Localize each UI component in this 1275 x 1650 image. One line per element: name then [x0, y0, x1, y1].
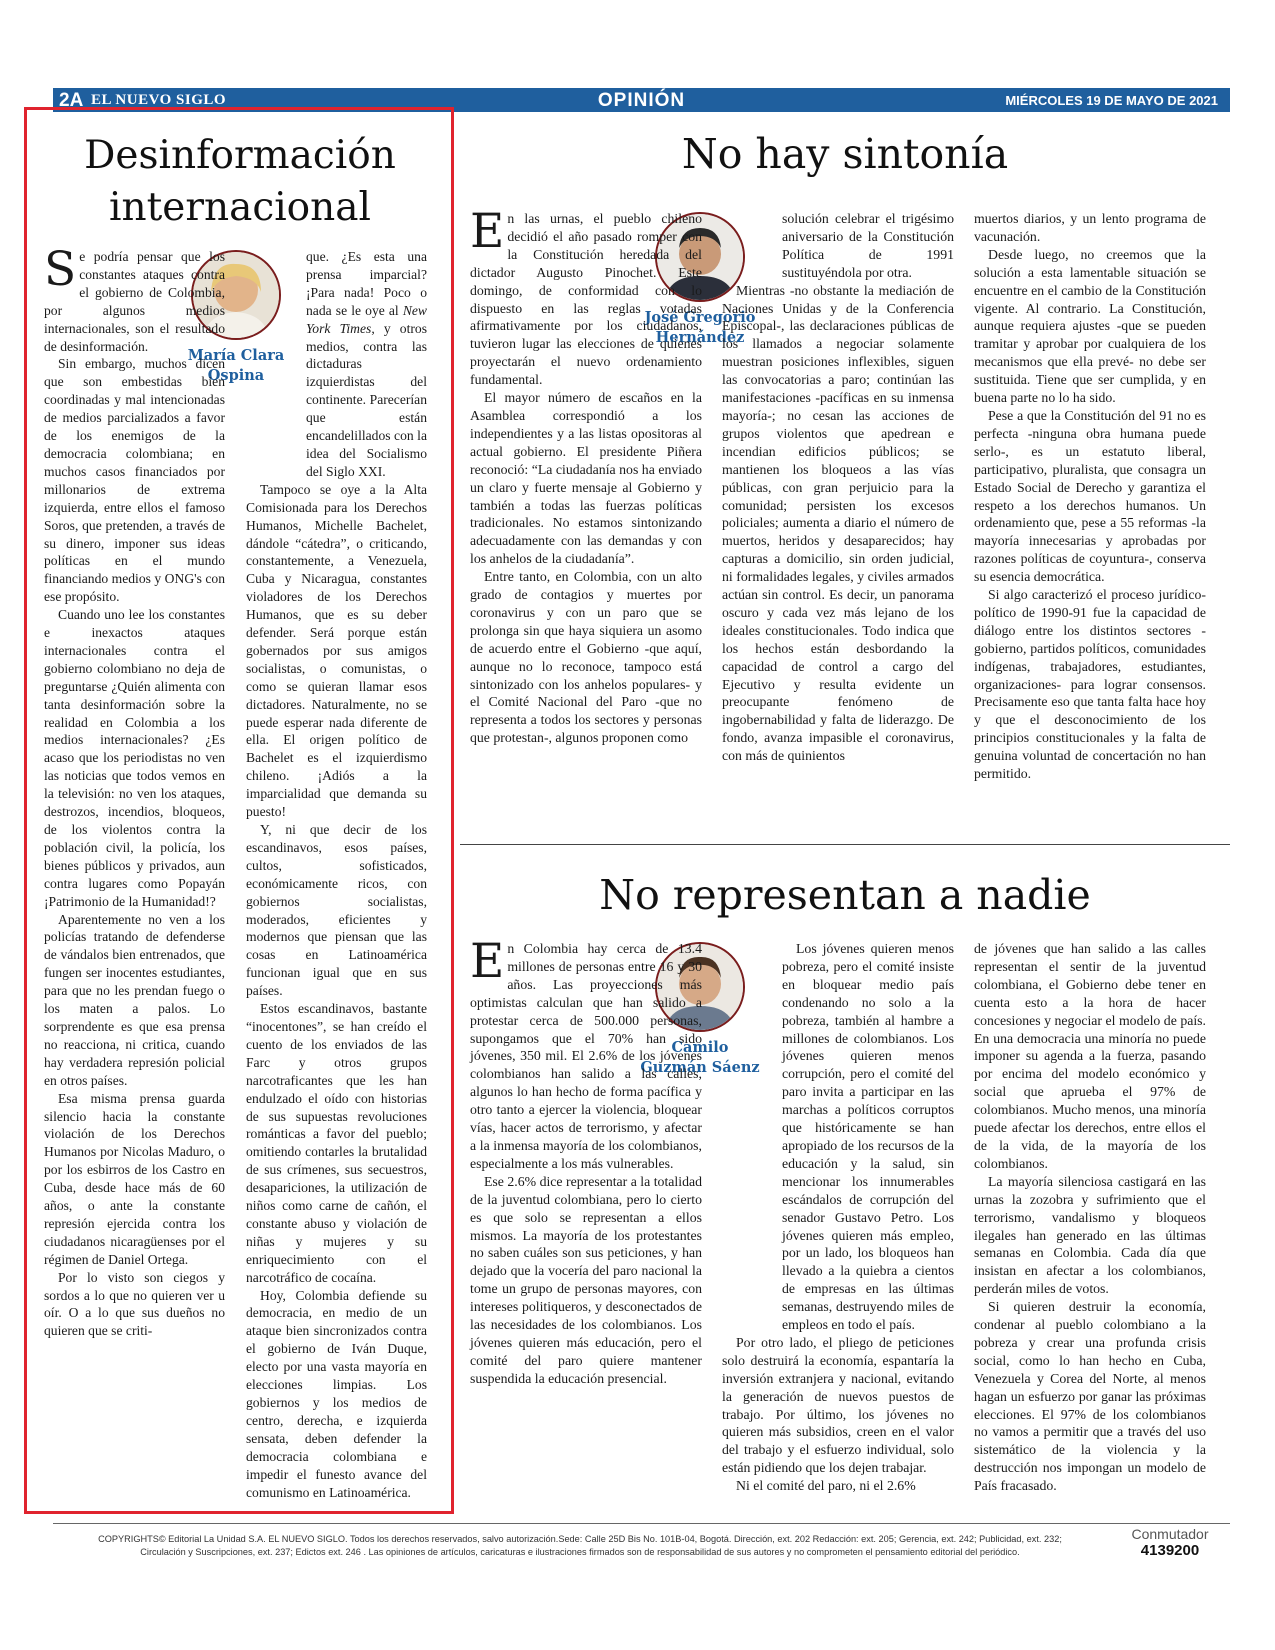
- page-number: 2A: [59, 90, 84, 111]
- article1-col1-text: [44, 242, 225, 1340]
- paragraph: Ni el comité del paro, ni el 2.6%: [736, 1478, 916, 1494]
- paragraph: Esa misma prensa guarda silencio hacia la constante violación de los Derechos Humanos por Nicolas Maduro, o por los esbirros de los Castro en Cuba, desde hace más de 60 años, o ante la constante represión ejercida contra los ciudadanos nicaragüenses por el régimen de Daniel Ortega.: [44, 1090, 225, 1267]
- article3-column1: [470, 934, 702, 1388]
- paragraph: Ese 2.6% dice representar a la totalidad de la juventud colombiana, pero lo cierto es que solo se representan a ellos mismos. La mayoría de los protestantes no saben cuáles son sus peticiones, y han dejado que la vocería del paro nacional la tome un grupo de personas mayores, con intereses politiqueros, y desconectados de las necesidades de los colombianos. Los jóvenes quieren más educación, pero el comité del paro quiere mantener suspendida la educación presencial.: [470, 1173, 702, 1386]
- paragraph: [470, 934, 702, 1173]
- drop-cap: E: [470, 934, 505, 989]
- switchboard-number: 4139200: [1140, 1542, 1200, 1559]
- footer-divider: [53, 1523, 1230, 1524]
- article1-title: [40, 130, 440, 234]
- paragraph: Los jóvenes quieren menos pobreza, pero el comité insiste en bloquear medio país condenando no solo a la pobreza, también al hambre a millones de colombianos. Los jóvenes quieren menos corrupción, pero el comité del paro invita a participar en las marchas a políticos corruptos que históricamente se han apropiado de los recursos de la educación y la salud, sin mencionar los innumerables escándalos de corrupción del senador Gustavo Petro. Los jóvenes quieren más empleo, por un lado, los bloqueos han llevado a la quiebra a cientos de empresas en las últimas semanas, destruyendo miles de empleos en todo el país.: [782, 941, 954, 1333]
- paragraph: [306, 248, 427, 481]
- paragraph: Cuando uno lee los constantes e inexactos ataques internacionales contra el gobierno colombiano no deja de preguntarse ¿Quién alimenta con tanta desinformación sobre la realidad en Colombia a los medios internacionales? ¿Es acaso que los periodistas no ven las noticias que todos vemos en la televisión: no ven los ataques, destrozos, incendios, bloqueos, de los violentos contra la población civil, la policía, los bienes públicos y privados, aun contra lugares como Popayán ¡Patrimonio de la Humanidad!?: [44, 607, 225, 909]
- paragraph: Por lo visto son ciegos y sordos a lo que no quieren ver u oír. O a lo que sus dueños no quieren que se criti-: [44, 1269, 225, 1339]
- article2-column2: [722, 210, 954, 765]
- paragraph: Entre tanto, en Colombia, con un alto grado de contagios y muertes por coronavirus y con un paro que se prolonga sin que haya siquiera un asomo de acuerdo entre el Gobierno -que aquí, aunque no lo reconoce, tampoco está sintonizado con los anhelos populares- y el Comité Nacional del Paro -que no representa a todos los sectores y personas que protestan-, algunos proponen como: [470, 569, 702, 746]
- paragraph-text: , y otros medios, contra las dictaduras izquierdistas del continente. Parecerían que están encandelillados con la idea del Socialismo del Siglo XXI.: [306, 320, 427, 479]
- author-name-line1: José Gregorio: [644, 309, 756, 326]
- copyright-footer: [60, 1533, 1100, 1559]
- author-name-line2: Guzmán Sáenz: [640, 1059, 760, 1076]
- article2-column3: [974, 210, 1206, 783]
- article1-title-line2: internacional: [109, 185, 371, 230]
- paragraph: de jóvenes que han salido a las calles representan el sentir de la juventud colombiana, el Gobierno debe tener en cuenta esto a la hora de hacer concesiones y negociar el modelo de país. En una democracia una minoría no puede imponer su agenda a la fuerza, pasando por encima del modelo económico y social que aprueba el 97% de colombianos. Mucho menos, una minoría puede afectar los derechos, entre ellos el de la vida, de la mayoría de los colombianos.: [974, 941, 1206, 1171]
- issue-date: MIÉRCOLES 19 DE MAYO DE 2021: [1005, 93, 1218, 108]
- newspaper-name: New York Times: [306, 302, 427, 336]
- paragraph: [470, 204, 702, 389]
- article1-column1: [44, 242, 225, 1340]
- article2-title: No hay sintonía: [681, 130, 1009, 178]
- article3-column3: [974, 940, 1206, 1495]
- paragraph: El mayor número de escaños en la Asamblea correspondió a los independientes y a las listas opositoras al actual gobierno. El presidente Piñera reconoció: “La ciudadanía nos ha enviado un claro y fuerte mensaje al Gobierno y también a todas las fuerzas políticas tradicionales. No estamos sintonizando adecuadamente con las demandas y con los anhelos de la ciudadanía”.: [470, 390, 702, 567]
- paragraph: Mientras -no obstante la mediación de Naciones Unidas y de la Conferencia Episcopal-, las declaraciones públicas de los llamados a negociar solamente muestran posiciones inflexibles, siguen las convocatorias a paro; continúan las manifestaciones -pacíficas en su inmensa mayoría-; no cesan las acciones de grupos violentos que apedrean e incendian edificios públicos; se mantienen los bloqueos a las vías públicas, con gran perjuicio para la comunidad; persisten los excesos policiales; aumenta a diario el número de muertos, heridos y desaparecidos; hay capturas a domicilio, sin orden judicial, ni formalidades legales, y civiles armados actúan sin control. Es decir, un panorama oscuro y cada vez más lejano de los ideales constitucionales. Todo indica que los hechos están desbordando la capacidad de control a cargo del Ejecutivo y resulta evidente un preocupante fenómeno de ingobernabilidad y falta de liderazgo. De fondo, avanza impasible el coronavirus, con más de quinientos: [722, 282, 954, 764]
- paragraph: muertos diarios, y un lento programa de vacunación.: [974, 211, 1206, 244]
- paragraph: Y, ni que decir de los escandinavos, esos países, cultos, sofisticados, económicamente ricos, con gobiernos socialistas, moderados, eficientes y modernos que piensan que las cosas en Latinoamérica funcionan igual que en sus países.: [246, 822, 427, 999]
- article1-column2: [246, 248, 427, 1501]
- article1-title-line1: Desinformación: [84, 133, 396, 178]
- article3-column2: [722, 940, 954, 1495]
- paragraph: Tampoco se oye a la Alta Comisionada para los Derechos Humanos, Michelle Bachelet, dándole “cátedra”, o criticando, constantemente, a Venezuela, Cuba y Nicaragua, constantes violadores de los Derechos Humanos, que es su deber defender. Será porque están gobernados por sus amigos socialistas, o comunistas, o como se quieran llamar esos dictadores. Naturalmente, no se puede esperar nada diferente de ella. El origen político de Bachelet es el izquierdismo chileno. ¡Adiós a la imparcialidad que demanda su puesto!: [246, 481, 427, 820]
- paragraph: Sin embargo, muchos dicen que son embestidas bien coordinadas y mal intencionadas de medios parcializados a favor de los enemigos de la democracia colombiana; en muchos casos financiados por millonarios de extrema izquierda, entre ellos el famoso Soros, que pretenden, a través de su dinero, imponer sus ideas políticas en el mundo financiando medios y ONG's con ese propósito.: [44, 356, 225, 605]
- section-divider: [460, 844, 1230, 845]
- switchboard: [1115, 1526, 1225, 1559]
- author-name-line2: Ospina: [207, 367, 265, 384]
- paragraph-text: e podría pensar que los constantes ataques contra el gobierno de Colombia, por algunos medios internacionales, son el resultado de desinformación.: [44, 249, 225, 354]
- footer-line1: COPYRIGHTS© Editorial La Unidad S.A. EL NUEVO SIGLO. Todos los derechos reservados, salvo autorización.Sede: Calle 25D Bis No. 101B-04, Bogotá. Dirección, ext. 202 Redacción: ext. 205; Gerencia, ext. 242; Publicidad, ext. 232;: [98, 1534, 1062, 1544]
- drop-cap: E: [470, 204, 505, 259]
- switchboard-label: Conmutador: [1131, 1526, 1209, 1542]
- author-name-line1: María Clara: [187, 347, 285, 364]
- drop-cap: S: [44, 242, 77, 297]
- paragraph: Por otro lado, el pliego de peticiones solo destruirá la economía, espantaría la inversión extranjera y nacional, evitando la generación de nuevos puestos de trabajo. Por último, los jóvenes no quieren más subsidios, creen en el valor del trabajo y el esfuerzo individual, solo están pidiendo que los dejen trabajar.: [722, 1334, 954, 1476]
- section-title: OPINIÓN: [597, 90, 686, 111]
- article2-column1: [470, 204, 702, 747]
- paragraph: Pese a que la Constitución del 91 no es perfecta -ninguna obra humana puede serlo-, es un estatuto liberal, participativo, pluralista, que consagra un Estado Social de Derecho y garantiza el respeto a los derechos humanos. Un ordenamiento que, pese a 55 reformas -la mayoría innecesarias y aprobadas por razones políticas de coyuntura-, conserva su esencia democrática.: [974, 407, 1206, 585]
- author-name-line2: Hernández: [655, 329, 745, 346]
- paragraph: La mayoría silenciosa castigará en las urnas la zozobra y sufrimiento que el terrorismo, vandalismo y bloqueos ilegales han generado en las últimas semanas en Colombia. Cada día que insistan en afectar a los colombianos, perderán miles de votos.: [974, 1173, 1206, 1297]
- paragraph-text: que. ¿Es esta una prensa imparcial? ¡Para nada! Poco o nada se le oye al: [306, 249, 427, 318]
- paragraph: Desde luego, no creemos que la solución a esta lamentable situación se encuentre en el cambio de la Constitución vigente. Al contrario. La Constitución, aunque requiera ajustes -que se pueden tramitar y aprobar por cualquiera de los mecanismos que ella prevé- no debe ser sustituida. Tiene que ser cumplida, y en buena parte no lo ha sido.: [974, 246, 1206, 406]
- paragraph: Si quieren destruir la economía, condenar al pueblo colombiano a la pobreza y crear una profunda crisis social, como lo han hecho en Cuba, Venezuela y Corea del Norte, al menos hagan un esfuerzo por ganar las próximas elecciones. El 97% de los colombianos no vamos a permitir que a través del uso sistemático de la violencia y la destrucción nos impongan un modelo de País fracasado.: [974, 1299, 1206, 1494]
- paragraph-text: n las urnas, el pueblo chileno decidió el año pasado romper con la Constitución heredada del dictador Augusto Pinochet. Este domingo, de conformidad con lo dispuesto en las reglas votadas afirmativamente por los ciudadanos, tuvieron lugar las elecciones de quienes proyectarán el nuevo ordenamiento fundamental.: [470, 211, 702, 388]
- author-name-line1: Camilo: [671, 1039, 729, 1056]
- paragraph: Hoy, Colombia defiende su democracia, en medio de un ataque bien sincronizados contra el gobierno de Iván Duque, electo por una vasta mayoría en elecciones limpias. Los gobiernos y los medios de centro, derecha, e izquierda sensata, deben defender la democracia colombiana e impedir el funesto avance del comunismo en Latinoamérica.: [246, 1287, 427, 1500]
- paragraph: Si algo caracterizó el proceso jurídico-político de 1990-91 fue la capacidad de diálogo entre los distintos sectores -gobierno, partidos políticos, comunidades indígenas, trabajadores, estudiantes, organizaciones- para lograr consensos. Precisamente eso que tanta falta hace hoy y que el desconocimiento de los principios constitucionales y la falta de genuina voluntad de concertación no han permitido.: [974, 587, 1206, 782]
- paragraph: Estos escandinavos, bastante “inocentones”, se han creído el cuento de los enviados de las Farc y otros grupos narcotraficantes que les han endulzado el oído con historias de sus supuestas revoluciones románticas a favor del pueblo; omitiendo contarles la brutalidad de sus crímenes, sus secuestros, desapariciones, la utilización de niños como carne de cañón, el constante abuso y violación de niñas y mujeres y su enriquecimiento con el narcotráfico de cocaína.: [246, 1001, 427, 1285]
- paragraph-text: n Colombia hay cerca de 13.4 millones de personas entre 16 y 30 años. Las proyecciones más optimistas calculan que han salido a protestar cerca de 500.000 personas, supongamos que el 70% han sido jóvenes, 350 mil. El 2.6% de los jóvenes colombianos han salido a las calles, algunos lo han hecho de forma pacífica y otro tanto a ejercer la violencia, bloquear vías, hacer actos de terrorismo, y afectar a la inmensa mayoría de los colombianos, especialmente a los más vulnerables.: [470, 941, 702, 1171]
- footer-line2: Circulación y Suscripciones, ext. 237; Edictos ext. 246 . Las opiniones de artículos, caricaturas e ilustraciones firmados son de responsabilidad de sus autores y no comprometen el pensamiento editorial del periódico.: [140, 1547, 1020, 1557]
- publication-name: EL NUEVO SIGLO: [91, 92, 227, 108]
- paragraph: solución celebrar el trigésimo aniversario de la Constitución Política de 1991 sustituyéndola por otra.: [782, 211, 954, 280]
- paragraph: [44, 242, 225, 355]
- paragraph: Aparentemente no ven a los policías tratando de defenderse de vándalos bien entrenados, que fungen ser inocentes estudiantes, para que no les prendan fuego o los maten a palos. Lo sorprendente es que esa prensa no reacciona, ni critica, cuando hay verdadera represión policial en otros países.: [44, 911, 225, 1088]
- article3-title: No representan a nadie: [599, 871, 1091, 919]
